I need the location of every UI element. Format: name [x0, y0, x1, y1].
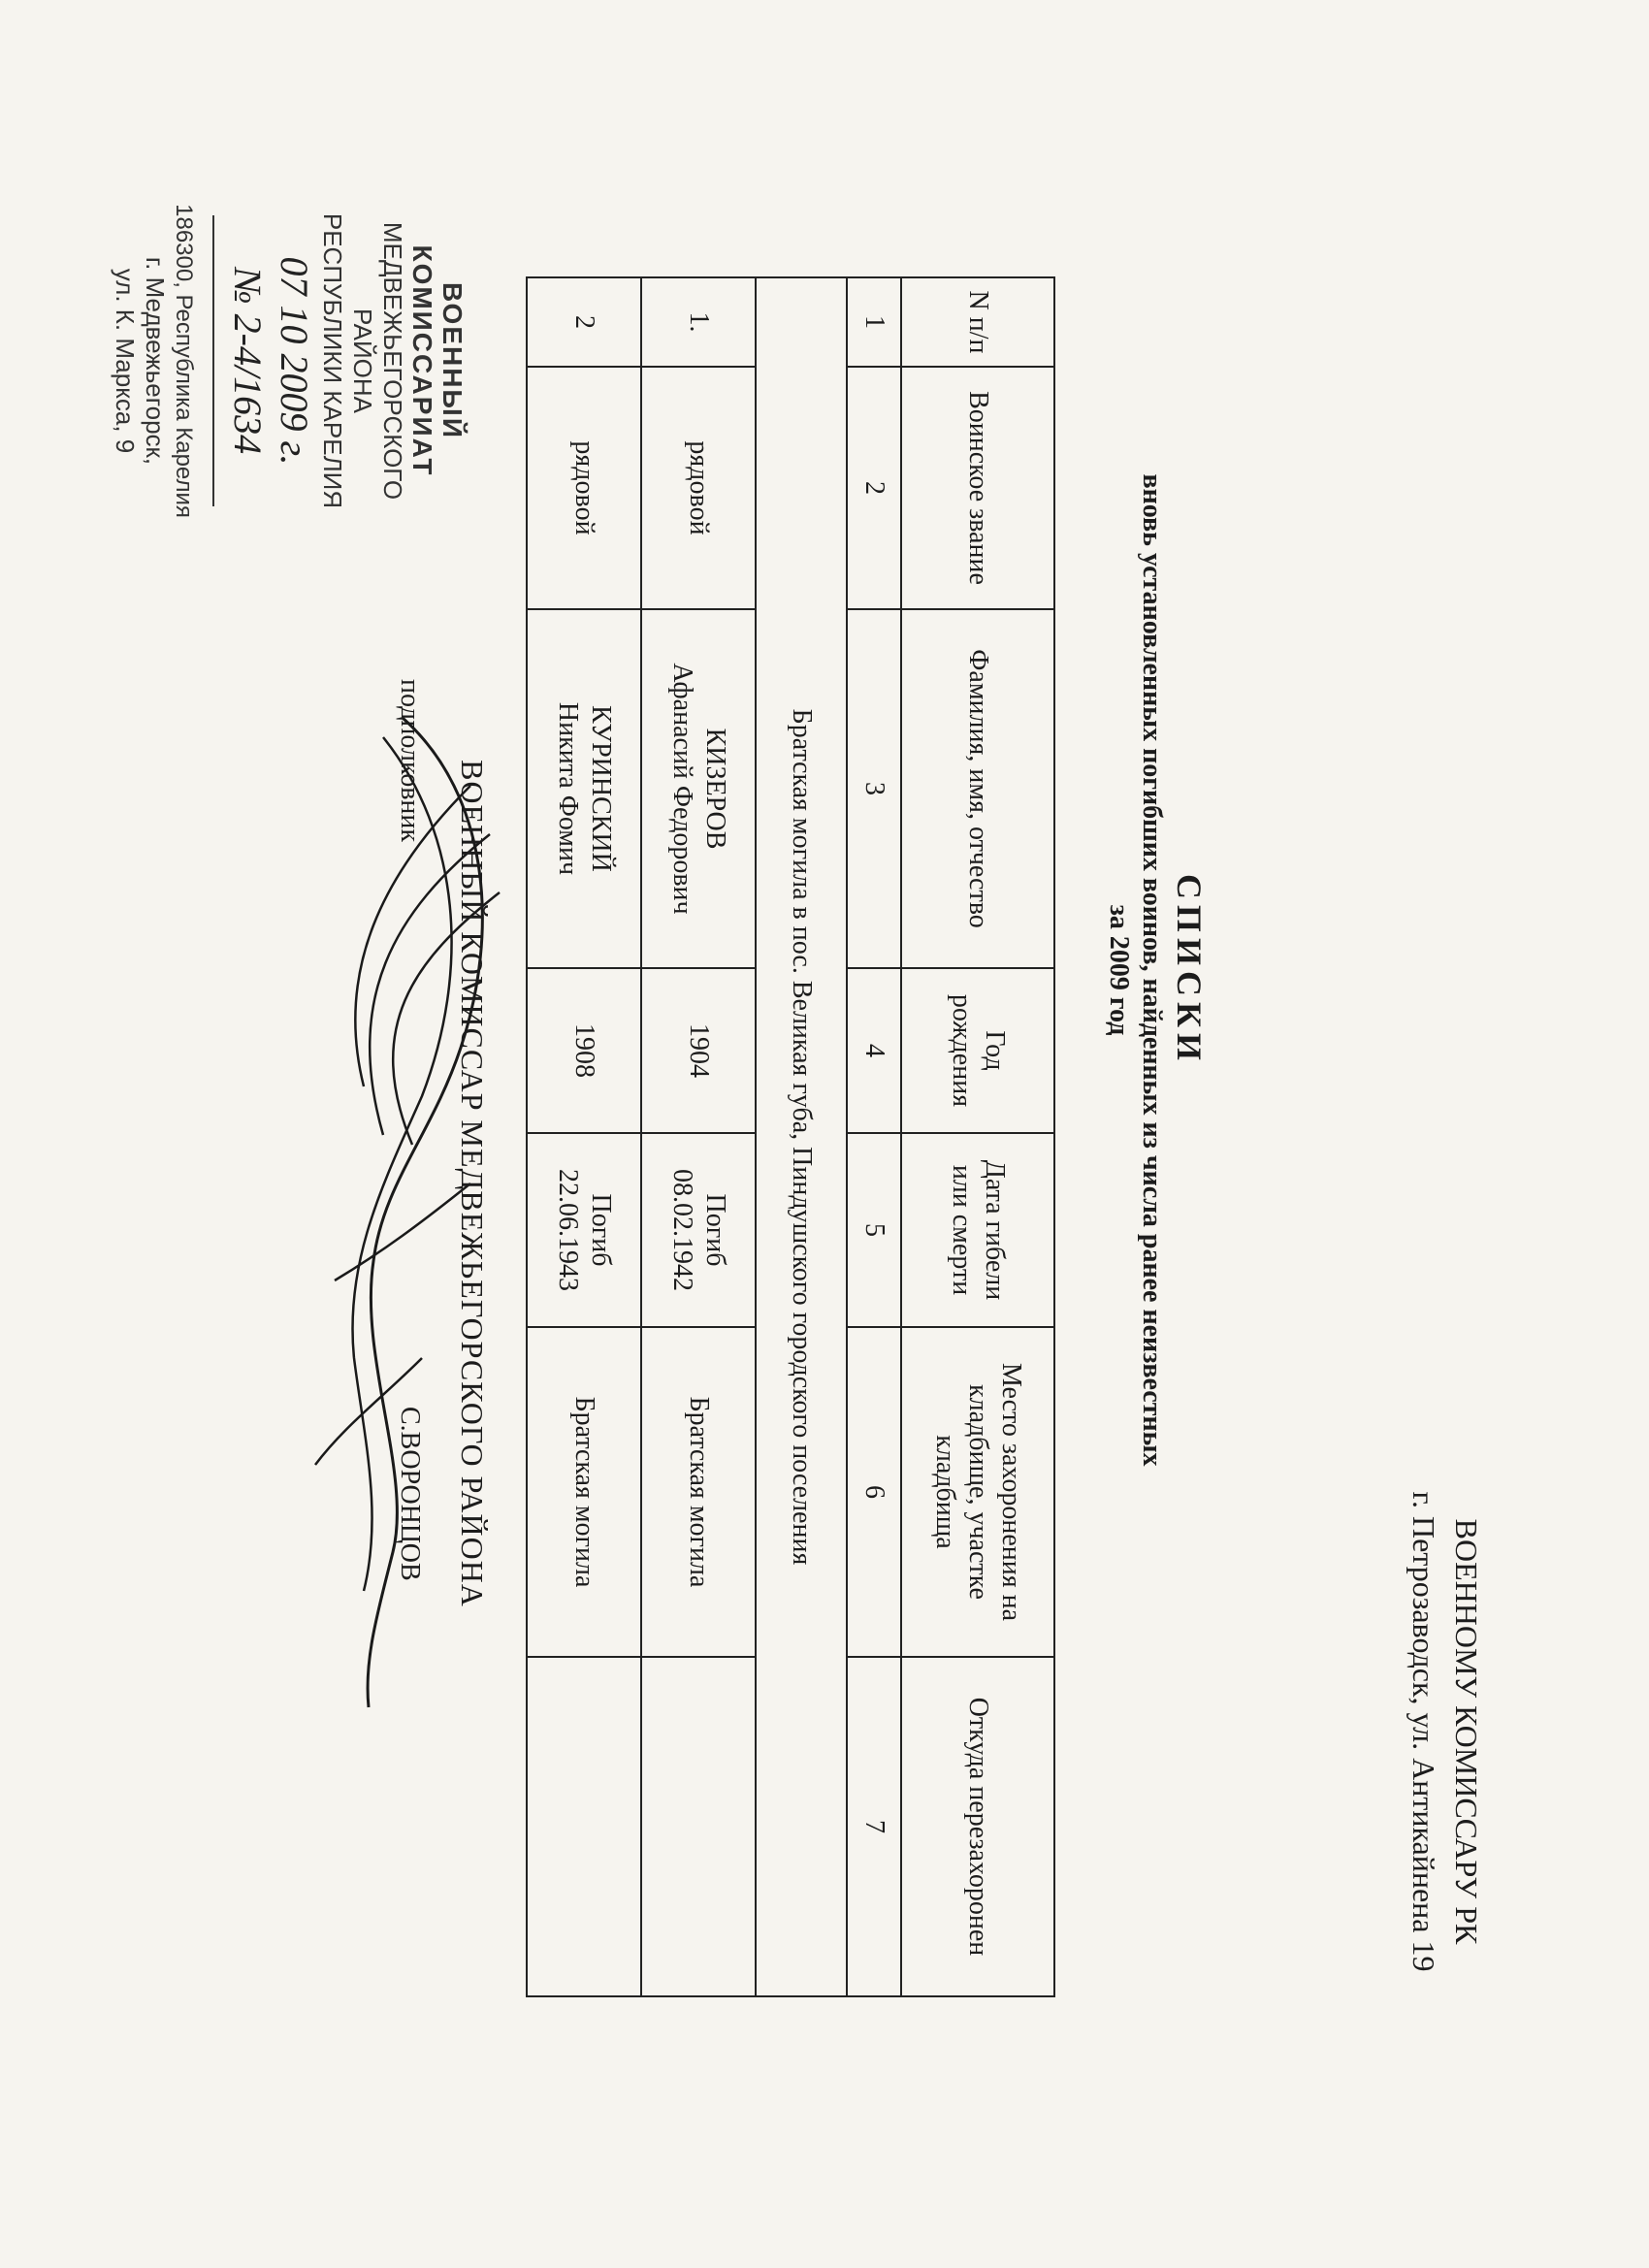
table-row [641, 277, 756, 1996]
signatory-rank: подполковник [395, 679, 425, 842]
row-fullname [527, 609, 641, 968]
row-given-name: Никита Фомич [553, 701, 583, 876]
column-number: 6 [847, 1327, 901, 1657]
row-death-date: 08.02.1942 [667, 1169, 697, 1291]
row-birth-year: 1908 [527, 968, 641, 1133]
column-number: 3 [847, 609, 901, 968]
stamp-number: № 2-4/1634 [226, 267, 270, 455]
title-year: за 2009 год [1104, 904, 1134, 1036]
table-row [527, 277, 641, 1996]
addressee-block [1403, 1392, 1488, 2071]
row-rank: рядовой [527, 367, 641, 609]
burial-group-label: Братская могила в пос. Великая губа, Пиндушского городского поселения [756, 277, 847, 1996]
row-fullname [641, 609, 756, 968]
signatory-name: С.ВОРОНЦОВ [395, 1407, 425, 1581]
header-cell: Воинское звание [901, 367, 1054, 609]
row-surname: КУРИНСКИЙ [586, 705, 616, 872]
stamp-date: 07 10 2009 г. [273, 256, 316, 466]
column-number: 7 [847, 1657, 901, 1996]
row-reburied-from [641, 1657, 756, 1996]
sender-stamp [110, 89, 468, 632]
title-subtitle: вновь установленных погибших воинов, найденных из числа ранее неизвестных [1137, 473, 1167, 1467]
row-death-status: Погиб [586, 1193, 616, 1267]
header-cell: Год рождения [901, 968, 1054, 1133]
signatory-position: ВОЕННЫЙ КОМИССАР МЕДВЕЖЬЕГОРСКОГО РАЙОНА [455, 760, 490, 1607]
stamp-address-2: г. Медвежьегорск, [141, 256, 170, 466]
column-number: 2 [847, 367, 901, 609]
row-birth-year: 1904 [641, 968, 756, 1133]
header-cell: N п/п [901, 277, 1054, 367]
stamp-line-3: МЕДВЕЖЬЕГОРСКОГО [378, 221, 407, 501]
header-cell: Дата гибели или смерти [901, 1133, 1054, 1327]
header-cell: Откуда перезахоронен [901, 1657, 1054, 1996]
addressee-address: г. Петрозаводск, ул. Антикайнена 19 [1406, 1491, 1441, 1972]
row-burial-place: Братская могила [641, 1327, 756, 1657]
row-number: 2 [527, 277, 641, 367]
row-death [527, 1133, 641, 1327]
column-number: 1 [847, 277, 901, 367]
stamp-address-1: 186300, Республика Карелия [171, 204, 197, 518]
header-cell: Место захоронения на кладбище, участке кладбища [901, 1327, 1054, 1657]
addressee-title: ВОЕННОМУ КОМИССАРУ РК [1449, 1518, 1484, 1945]
stamp-line-2: КОМИССАРИАТ [407, 244, 437, 477]
table-header-row [901, 277, 1054, 1996]
column-number: 5 [847, 1133, 901, 1327]
header-cell: Фамилия, имя, отчество [901, 609, 1054, 968]
title-main: СПИСКИ [1170, 873, 1209, 1067]
burial-group-row [756, 277, 847, 1996]
stamp-line-5: РЕСПУБЛИКИ КАРЕЛИЯ [318, 212, 347, 509]
row-surname: КИЗЕРОВ [700, 728, 730, 850]
stamp-address-3: ул. К. Маркса, 9 [111, 268, 140, 454]
column-number-row [847, 277, 901, 1996]
row-rank: рядовой [641, 367, 756, 609]
stamp-divider [212, 215, 214, 506]
row-death-date: 22.06.1943 [553, 1169, 583, 1291]
stamp-line-4: РАЙОНА [348, 308, 377, 413]
row-number: 1. [641, 277, 756, 367]
stamp-line-1: ВОЕННЫЙ [437, 282, 468, 439]
row-burial-place: Братская могила [527, 1327, 641, 1657]
row-reburied-from [527, 1657, 641, 1996]
row-death [641, 1133, 756, 1327]
row-given-name: Афанасий Федорович [667, 663, 697, 915]
soldiers-table [526, 276, 1055, 1997]
row-death-status: Погиб [700, 1193, 730, 1267]
document-title [1102, 243, 1211, 1698]
column-number: 4 [847, 968, 901, 1133]
